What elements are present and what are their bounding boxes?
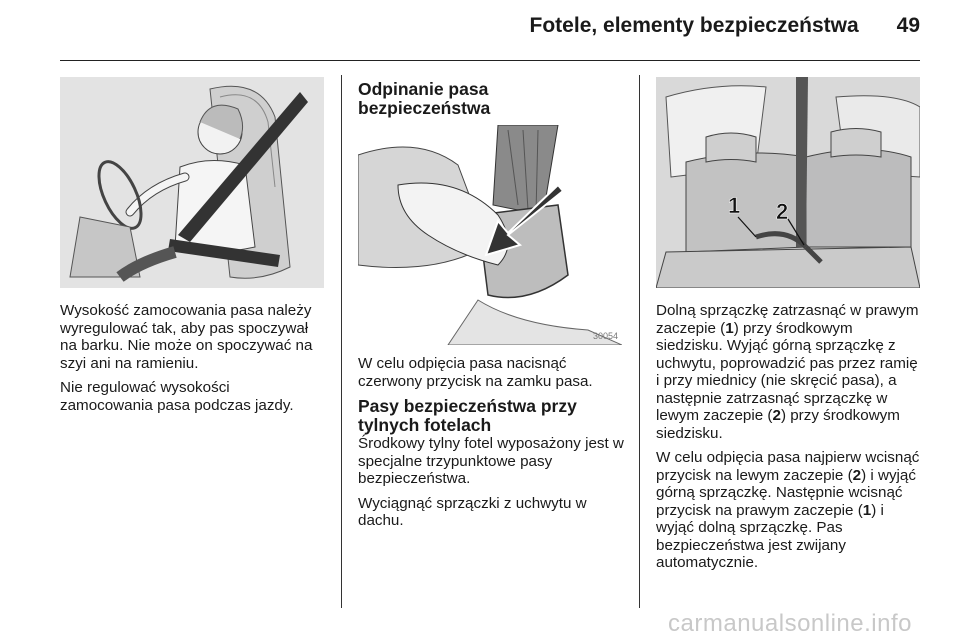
text-run: ) i wyjąć dolną sprzączkę. Pas bezpieczeństwa jest zwijany automatycznie. <box>656 501 884 571</box>
callout-label: 1 <box>728 193 741 218</box>
section-heading: Odpinanie pasa bezpieczeństwa <box>358 79 491 118</box>
text-run: ) i wyjąć górną sprzączkę. Następnie wcisnąć przycisk na prawym zaczepie ( <box>656 466 916 519</box>
figure-code: 30054 <box>592 331 618 341</box>
text-run: ) przy środkowym siedzisku. Wyjąć górną sprzączkę z uchwytu, poprowadzić pas przez ramię i przy miednicy (nie skręcić pasa), a następnie zatrzasnąć sprzączkę w lewym zaczepie ( <box>656 319 918 424</box>
reference-number: 2 <box>772 407 781 424</box>
column-divider <box>639 75 640 608</box>
text-run: ) przy środkowym siedzisku. <box>656 407 900 442</box>
section-subheading: Pasy bezpieczeństwa przy tylnych fotelach <box>358 396 577 435</box>
column-1-text <box>60 302 326 421</box>
paragraph: Środkowy tylny fotel wyposażony jest w specjalne trzypunktowe pasy bezpieczeństwa. <box>358 435 624 487</box>
callout-label: 2 <box>776 199 789 224</box>
header-rule <box>60 60 920 61</box>
page-number: 49 <box>896 14 920 37</box>
paragraph: Nie regulować wysokości zamocowania pasa podczas jazdy. <box>60 379 294 414</box>
page-header <box>530 14 920 38</box>
figure-rear-seats <box>656 77 920 288</box>
buckle-illustration <box>358 125 622 345</box>
reference-number: 2 <box>852 466 862 484</box>
reference-number: 1 <box>725 319 734 337</box>
page-title: Fotele, elementy bezpieczeństwa <box>529 14 859 37</box>
driver-belt-illustration <box>60 77 324 288</box>
paragraph: Wysokość zamocowania pasa należy wyregulować tak, aby pas spoczywał na barku. Nie może on spoczywać na szyi ani na ramieniu. <box>60 302 313 372</box>
text-run: Dolną sprzączkę zatrzasnąć w prawym zaczepie ( <box>656 302 919 337</box>
paragraph <box>656 449 922 572</box>
column-3-text <box>656 302 922 579</box>
watermark: carmanualsonline.info <box>668 610 912 637</box>
column-divider <box>341 75 342 608</box>
paragraph: Wyciągnąć sprzączki z uchwytu w dachu. <box>358 494 587 529</box>
column-2-text <box>358 355 624 537</box>
reference-number: 1 <box>862 501 872 519</box>
figure-buckle-release <box>358 125 622 345</box>
figure-belt-height <box>60 77 324 288</box>
paragraph <box>656 302 922 442</box>
text-run: W celu odpięcia pasa najpierw wcisnąć przycisk na lewym zaczepie ( <box>656 449 920 484</box>
paragraph: W celu odpięcia pasa nacisnąć czerwony przycisk na zamku pasa. <box>358 355 593 390</box>
rear-seat-illustration <box>656 77 920 288</box>
